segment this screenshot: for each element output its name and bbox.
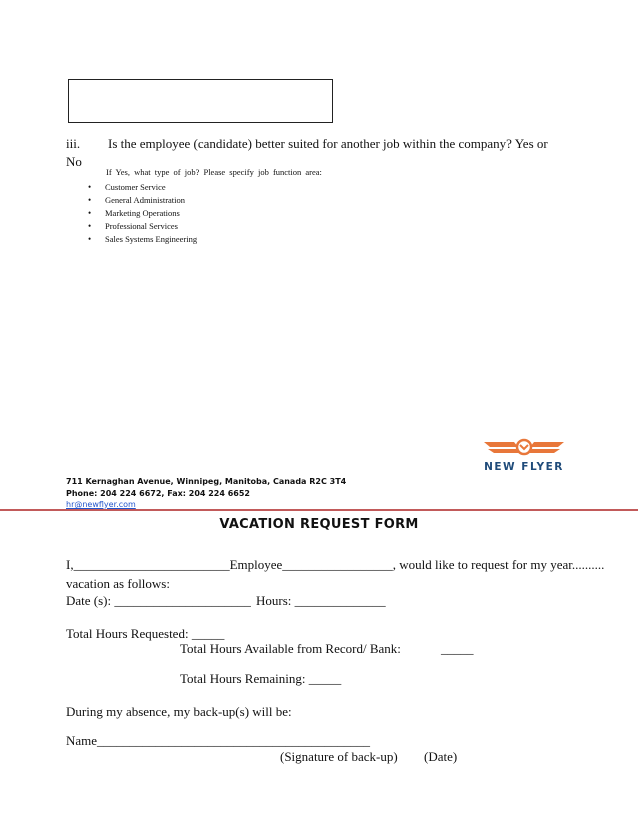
bullet-icon: • [88,233,92,244]
logo-text: NEW FLYER [484,461,564,473]
total-remaining-field[interactable]: Total Hours Remaining: _____ [180,671,342,686]
vacation-intro: vacation as follows: [66,576,170,591]
total-available-blank[interactable]: _____ [441,641,474,656]
bullet-icon: • [88,207,92,218]
job-function-list [88,180,197,245]
bullet-icon: • [88,181,92,192]
total-available-label: Total Hours Available from Record/ Bank: [180,641,401,656]
option-label: Customer Service [105,181,166,192]
bullet-icon: • [88,194,92,205]
header-divider [0,509,638,511]
employee-line: I,________________________Employee_________________, would like to request for my year.......... [66,557,605,572]
list-item [88,219,197,232]
option-label: Professional Services [105,220,178,231]
if-yes-instruction: If Yes, what type of job? Please specify job function area: [106,167,322,177]
hours-field[interactable]: Hours: ______________ [256,593,386,608]
option-label: Marketing Operations [105,207,180,218]
logo-wing-right [529,442,564,453]
total-requested-field[interactable]: Total Hours Requested: _____ [66,626,225,641]
logo-chevron [520,445,528,449]
address: 711 Kernaghan Avenue, Winnipeg, Manitoba, Canada R2C 3T4 [66,477,347,486]
bullet-icon: • [88,220,92,231]
name-signature-line[interactable]: __________________________________________ [97,733,370,748]
form-title: VACATION REQUEST FORM [219,517,419,532]
question-text-tail: No [66,154,82,169]
date-field[interactable]: Date (s): _____________________ [66,593,251,608]
letterhead-contact [66,476,346,500]
list-item [88,232,197,245]
question-text: Is the employee (candidate) better suited for another job within the company? Yes or [108,136,548,151]
question-number: iii. [66,136,81,151]
option-label: General Administration [105,194,186,205]
list-item [88,193,197,206]
option-label: Sales Systems Engineering [105,233,198,244]
phone-fax: Phone: 204 224 6672, Fax: 204 224 6652 [66,489,250,498]
list-item [88,180,197,193]
empty-text-box [68,79,333,123]
new-flyer-logo [478,437,570,475]
email-link[interactable]: hr@newflyer.com [66,500,136,509]
signature-caption: (Signature of back-up) [280,749,398,764]
backup-prompt: During my absence, my back-up(s) will be: [66,704,292,719]
list-item [88,206,197,219]
logo-wing-left [484,442,519,453]
logo-circle [517,440,531,454]
date-caption: (Date) [424,749,458,764]
name-label: Name [66,733,98,748]
